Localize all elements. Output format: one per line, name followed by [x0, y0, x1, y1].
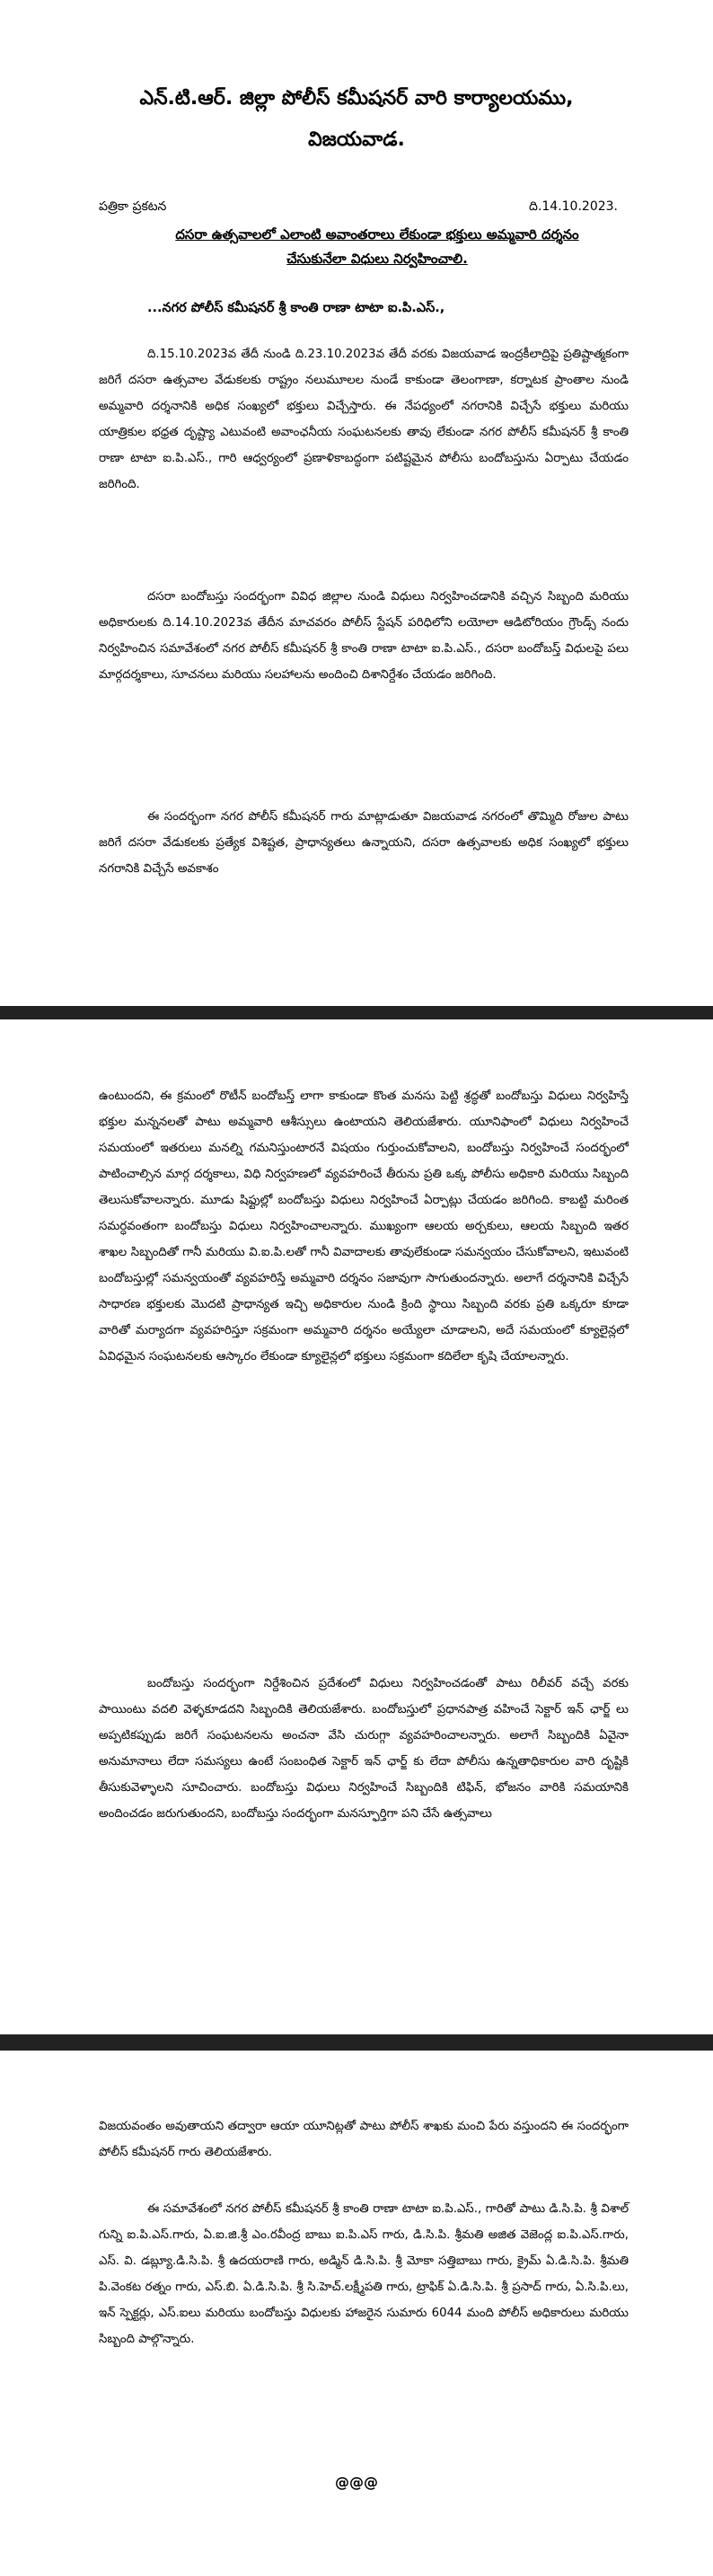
press-date: ది.14.10.2023. — [529, 199, 618, 214]
paragraph-4: ఉంటుందని, ఈ క్రమంలో రొటీన్ బందోబస్త్ లాగా కాకుండా కొంత మనసు పెట్టి శ్రద్ధతో బందోబస్తు విధులు నిర్వహిస్తే భక్తుల మన్ననలతో పాటు అమ్మవారి ఆశీస్సులు ఉంటాయని తెలియజేశారు. యూనిఫాంలో విధులు నిర్వహించే సమయంలో ఇతరులు మనల్ని గమనిస్తుంటారనే విషయం గుర్తుంచుకోవాలని, బందోబస్తు నిర్వహించే సందర్భంలో పాటించాల్సిన మార్గ దర్శకాలు, విధి నిర్వహణలో వ్యవహరించే తీరును ప్రతి ఒక్క పోలీసు అధికారి మరియు సిబ్బంది తెలుసుకోవాలన్నారు. మూడు షిఫ్టుల్లో బందోబస్తు విధులు నిర్వహించే ఏర్పాట్లు చేయడం జరిగింది. కాబట్టి మరింత సమర్ధవంతంగా బందోబస్తు విధులు నిర్వహించాలన్నారు. ముఖ్యంగా ఆలయ అర్చకులు, ఆలయ సిబ్బంది ఇతర శాఖల సిబ్బందితో గానీ మరియు వి.ఐ.పి.లతో గానీ వివాదాలకు తావులేకుండా సమన్వయం చేసుకోవాలని, ఇటువంటి బందోబస్తుల్లో సమన్వయంతో వ్యవహరిస్తే అమ్మవారి దర్శనం సజావుగా సాగుతుందన్నారు. అలాగే దర్శనానికి విచ్చేసే సాధారణ భక్తులకు మొదటి ప్రాధాన్యత ఇచ్చి అధికారుల నుండి క్రింది స్థాయి సిబ్బంది వరకు ప్రతి ఒక్కరూ కూడా వారితో మర్యాదగా వ్యవహరిస్తూ సక్రమంగా అమ్మవారి దర్శనం అయ్యేలా చూడాలని, అదే సమయంలో క్యూలైన్లలో ఏవిధమైన సంఘటనలకు ఆస్కారం లేకుండా క్యూలైన్లలో భక్తులు సక్రమంగా కదిలేలా కృషి చేయాలన్నారు. — [99, 1090, 629, 1363]
paragraph-7: ఈ సమావేశంలో నగర పోలీస్ కమీషనర్ శ్రీ కాంతి రాణా టాటా ఐ.పి.ఎస్., గారితో పాటు డి.సి.పి. శ్రీ విశాల్ గున్ని ఐ.పి.ఎస్.గారు, ఏ.ఐ.జి.శ్రీ ఎం.రవీంద్ర బాబు ఐ.పి.ఎస్ గారు, డి.సి.పి. శ్రీమతి అజిత వెజెంద్ల ఐ.పి.ఎస్.గారు, ఎస్. వి. డబ్ల్యూ.డి.సి.పి. శ్రీ ఉదయరాణి గారు, అడ్మిన్ డి.సి.పి. శ్రీ మోకా సత్తిబాబు గారు, క్రైమ్ ఏ.డి.సి.పి. శ్రీమతి పి.వెంకట రత్నం గారు, ఎస్.బి. ఏ.డి.సి.పి. శ్రీ సి.హెచ్.లక్ష్మీపతి గారు, ట్రాఫిక్ ఏ.డి.సి.పి. శ్రీ ప్రసాద్ గారు, ఏ.సి.పి.లు, ఇన్ స్పెక్టర్లు, ఎస్.ఐలు మరియు బందోబస్తు విధులకు హాజరైన సుమారు 6044 మంది పోలీస్ అధికారులు మరియు సిబ్బంది పాల్గొన్నారు. — [99, 2202, 629, 2346]
paragraph-2: దసరా బందోబస్తు సందర్భంగా వివిధ జిల్లాల నుండి విధులు నిర్వహించడానికి వచ్చిన సిబ్బంది మరియు అధికారులకు ది.14.10.2023వ తేదీన మాచవరం పోలీస్ స్టేషన్ పరిధిలోని లయోలా ఆడిటోరియం గ్రౌండ్స్ నందు నిర్వహించిన సమావేశంలో నగర పోలీస్ కమీషనర్ శ్రీ కాంతి రాణా టాటా ఐ.పి.ఎస్., దసరా బందోబస్త్ విధులపై పలు మార్గదర్శకాలు, సూచనలు మరియు సలహాలను అందించి దిశానిర్దేశం చేయడం జరిగింది. — [99, 590, 629, 682]
office-title: ఎన్.టి.ఆర్. జిల్లా పోలీస్ కమీషనర్ వారి కార్యాలయము, — [139, 87, 574, 110]
paragraph-5: బందోబస్తు సందర్భంగా నిర్దేశించిన ప్రదేశంలో విధులు నిర్వహించడంతో పాటు రిలీవర్ వచ్చే వరకు పాయింటు వదలి వెళ్ళకూడదని సిబ్బందికి తెలియజేశారు. బందోబస్తులో ప్రధానపాత్ర వహించే సెక్టార్ ఇన్ ఛార్జ్ లు అప్పటికప్పుడు జరిగే సంఘటనలను అంచనా వేసి చురుగ్గా వ్యవహరించాలన్నారు. అలాగే సిబ్బందికి ఏవైనా అనుమానాలు లేదా సమస్యలు ఉంటే సంబంధిత సెక్టార్ ఇన్ ఛార్జ్ కు లేదా పోలీసు ఉన్నతాధికారుల వారి దృష్టికి తీసుకువెళ్ళాలని సూచించారు. బందోబస్తు విధులు నిర్వహించే సిబ్బందికి టిఫిన్, భోజనం వారికి సమయానికి అందించడం జరుగుతుందని, బందోబస్తు సందర్భంగా మనస్ఫూర్తిగా పని చేసే ఉత్సవాలు — [99, 1677, 629, 1821]
byline: ...నగర పోలీస్ కమీషనర్ శ్రీ కాంతి రాణా టాటా ఐ.పి.ఎస్., — [147, 301, 445, 315]
paragraph-6: విజయవంతం అవుతాయని తద్వారా ఆయా యూనిట్లతో పాటు పోలీస్ శాఖకు మంచి పేరు వస్తుందని ఈ సందర్భంగా పోలీస్ కమీషనర్ గారు తెలియజేశారు. — [99, 2120, 629, 2159]
paragraph-3: ఈ సందర్భంగా నగర పోలీస్ కమీషనర్ గారు మాట్లాడుతూ విజయవాడ నగరంలో తొమ్మిది రోజుల పాటు జరిగే దసరా వేడుకలకు ప్రత్యేక విశిష్టత, ప్రాధాన్యతలు ఉన్నాయని, దసరా ఉత్సవాలకు అధిక సంఖ్యలో భక్తులు నగరానికి విచ్చేసే అవకాశం — [99, 810, 629, 876]
signoff-mark: @@@ — [335, 2474, 378, 2491]
page-separator — [0, 1006, 713, 1019]
page-separator — [0, 2034, 713, 2051]
office-city: విజయవాడ. — [308, 128, 405, 151]
paragraph-1: ది.15.10.2023వ తేదీ నుండి ది.23.10.2023వ తేదీ వరకు విజయవాడ ఇంద్రకీలాద్రిపై ప్రతిష్టాత్మకంగా జరిగే దసరా ఉత్సవాల వేడుకలకు రాష్ట్రం నలుమూలల నుండే కాకుండా తెలంగాణా, కర్నాటక ప్రాంతాల నుండి అమ్మవారి దర్శనానికి అధిక సంఖ్యలో భక్తులు విచ్చేస్తారు. ఈ నేపధ్యంలో నగరానికి విచ్చేసే భక్తులు మరియు యాత్రికుల భధ్రత దృష్ట్యా ఎటువంటి అవాంఛనీయ సంఘటనలకు తావు లేకుండా నగర పోలీస్ కమీషనర్ శ్రీ కాంతి రాణా టాటా ఐ.పి.ఎస్., గారి ఆధ్వర్యంలో ప్రణాళికాబద్ధంగా పటిష్టమైన పోలీసు బందోబస్తును ఏర్పాటు చేయడం జరిగింది. — [99, 348, 629, 491]
press-note-label: పత్రికా ప్రకటన — [99, 199, 167, 214]
subject-text: దసరా ఉత్సవాలలో ఎలాంటి అవాంతరాలు లేకుండా భక్తులు అమ్మవారి దర్శనం చేసుకునేలా విధులు నిర్వహించాలి. — [175, 226, 579, 267]
subject-heading — [153, 223, 602, 271]
